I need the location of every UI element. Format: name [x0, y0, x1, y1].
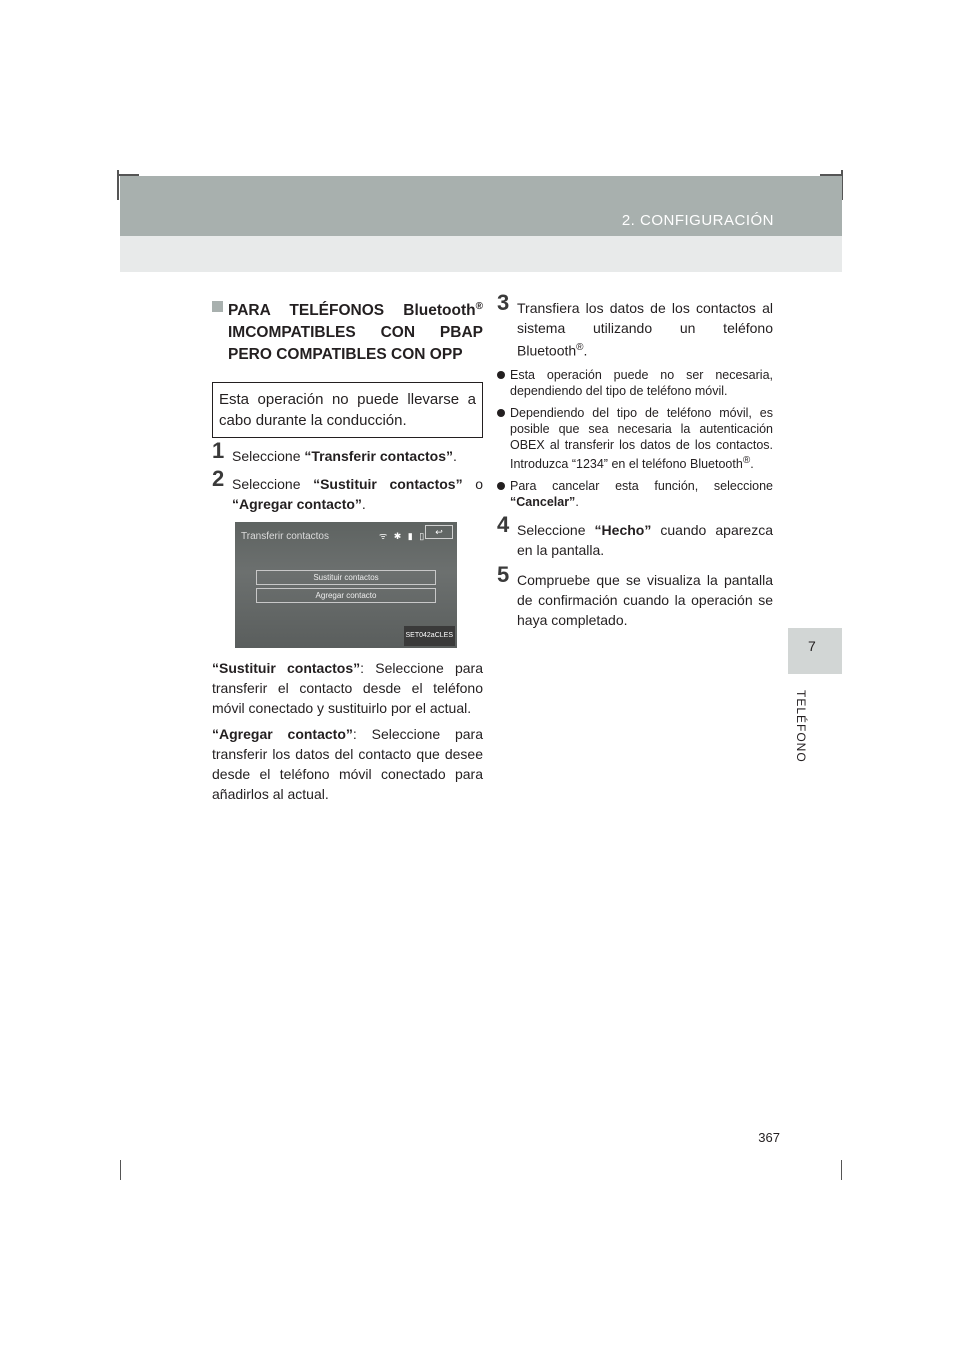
replace-contacts-button[interactable]: Sustituir contactos: [256, 570, 436, 585]
crop-mark: [120, 1160, 121, 1180]
right-column: [497, 290, 773, 630]
chapter-label: TELÉFONO: [794, 690, 808, 763]
left-column: [212, 296, 483, 804]
caution-note: Esta operación no puede llevarse a cabo durante la conducción.: [212, 382, 483, 438]
step-4: 4 Seleccione “Hecho” cuando aparezca en la pantalla.: [497, 511, 773, 558]
step-1: 1 Seleccione “Transferir contactos”.: [212, 438, 457, 465]
paragraph-add: “Agregar contacto”: Seleccione para transferir los datos del contacto que desee desde el teléfono móvil conectado para añadirlos al actual.: [212, 726, 483, 803]
bullet-note: Para cancelar esta función, seleccione “Cancelar”.: [497, 478, 773, 510]
bullet-icon: [497, 482, 505, 490]
paragraph-replace: “Sustituir contactos”: Seleccione para transferir el contacto desde el teléfono móvil conectado y sustituirlo por el actual.: [212, 660, 483, 717]
step-3: 3 Transfiera los datos de los contactos al sistema utilizando un teléfono Bluetooth®.: [497, 290, 773, 359]
section-heading: PARA TELÉFONOS Bluetooth® IMCOMPATIBLES CON PBAP PERO COMPATIBLES CON OPP: [212, 296, 483, 366]
chapter-number: 7: [808, 638, 816, 654]
bullet-note: Esta operación puede no ser necesaria, dependiendo del tipo de teléfono móvil.: [497, 367, 773, 399]
screen-title: Transferir contactos: [241, 531, 329, 543]
header-subband: [120, 236, 842, 272]
add-contact-button[interactable]: Agregar contacto: [256, 588, 436, 603]
screen-illustration: [235, 522, 457, 648]
step-5: 5 Compruebe que se visualiza la pantalla de confirmación cuando la operación se haya completado.: [497, 561, 773, 628]
crop-mark: [841, 1160, 842, 1180]
bullet-icon: [497, 371, 505, 379]
square-bullet-icon: [212, 301, 223, 312]
step-2: 2 Seleccione “Sustituir contactos” o “Agregar contacto”.: [212, 466, 483, 513]
bullet-icon: [497, 409, 505, 417]
bullet-note: Dependiendo del tipo de teléfono móvil, es posible que sea necesaria la autenticación OBEX al transferir los datos de los contactos. Introduzca “1234” en el teléfono Bluetooth®.: [497, 405, 773, 472]
section-title: 2. CONFIGURACIÓN: [621, 212, 774, 229]
back-button[interactable]: ↩: [425, 525, 453, 539]
figure-code: SET042aCLES: [404, 626, 455, 646]
status-icons: ᯤ ✱ ▮ ▯: [379, 531, 427, 542]
page-number: 367: [758, 1130, 780, 1145]
